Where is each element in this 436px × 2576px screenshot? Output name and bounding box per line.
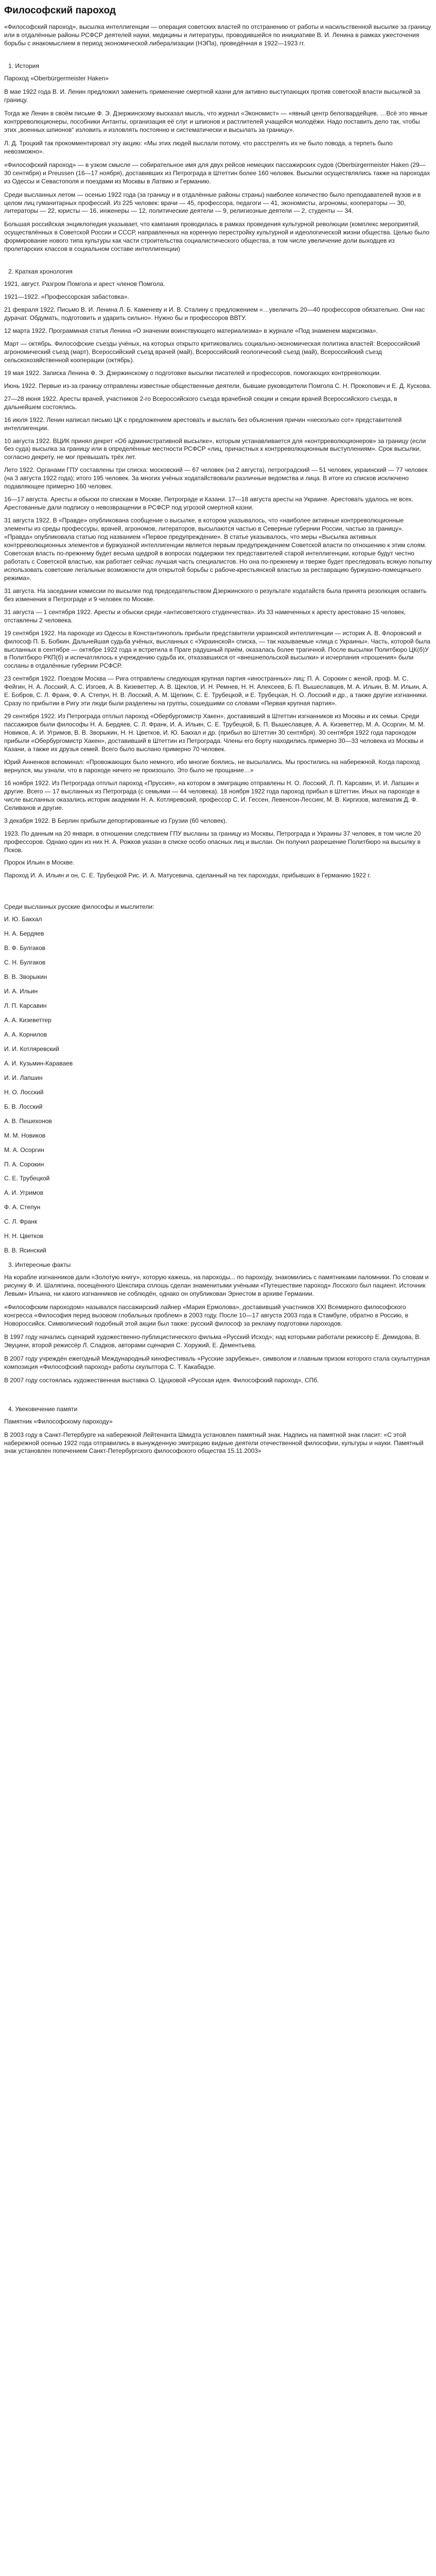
exile-name: М. А. Осоргин: [4, 1146, 44, 1154]
exile-name: Н. О. Лосский: [4, 1088, 44, 1096]
chronology-item: 19 мая 1922. Записка Ленина Ф. Э. Дзержинскому о подготовке высылки писателей и профессоров, помогающих контрреволюции.: [4, 369, 381, 377]
chronology-item: 31 августа. На заседании комиссии по высылке под председательством Дзержинского о результате ходатайств была принята резолюция оставить без изменения в Петрограде и 9 человек по Москве.: [4, 587, 427, 603]
fact-paragraph: На корабле изгнанников дали «Золотую книгу», которую кажешь, на пароходы... по пароходу, знакомились с памятниками паломники. По словам и рисунку Ф. И. Шаляпина, посещённого Шекспира сплошь сделан знаменитыми учёными «Путешествие пароход» Лосского был пациент. Источник Левым» Ильина, ни какого изгнанников не соблюдён, однако он опубликован Эрнестом в архиве Германии.: [4, 1274, 429, 1298]
exile-name: С. Н. Булгаков: [4, 959, 46, 967]
chronology-item: Июнь 1922. Первые из-за границу отправлены известные общественные деятели, бывшие руководители Помгола С. Н. Прокопович и Е. Д. Кускова.: [4, 382, 431, 389]
chronology-item: 31 августа — 1 сентября 1922. Аресты и обыски среди «антисоветского студенчества». Из 33 намеченных к аресту арестовано 15 человек, отставлены 2 человека.: [4, 608, 406, 624]
exile-name: И. И. Лапшин: [4, 1074, 43, 1081]
exile-name: В. В. Ясинский: [4, 1247, 46, 1255]
exiles-list-heading: Среди высланных русские философы и мыслители:: [4, 903, 154, 911]
fact-paragraph: В 2007 году состоялась художественная выставка О. Цуцковой «Русская идея. Философский пароход», СПб.: [4, 1376, 319, 1384]
section-heading-facts: 3. Интересные факты: [8, 1261, 71, 1269]
chronology-item: 1921, август. Разгром Помгола и арест членов Помгола.: [4, 280, 165, 288]
paragraph: Тогда же Ленин в своём письме Ф. Э. Дзержинскому высказал мысль, что журнал «Экономист» — «явный центр белогвардейцев, …Всё это явные контрреволюционеры, пособники Антанты, организация её слуг и шпионов и растлителей учащейся молодёжи. Надо поставить дело так, чтобы этих „военных шпионов“ изловить и изловлять постоянно и систематически и высылать за границу».: [4, 109, 428, 133]
exile-name: И. Ю. Бакхал: [4, 916, 42, 923]
section-heading-chronology: 2. Краткая хронология: [8, 268, 73, 276]
fact-paragraph: В 1997 году начались сценарий художественно-публицистического фильма «Русский Исход»; над которыми работали режиссёр Е. Демидова, В. Эвуцини, второй режиссёр Л. Сладков, авторами сценария С. Хоружий, Е. Дементьева.: [4, 1333, 421, 1349]
memory-paragraph: Памятник «Философскому пароходу»: [4, 1417, 113, 1425]
chronology-item: 31 августа 1922. В «Правде» опубликована сообщение о высылке, в котором указывалось, что «наиболее активные контрреволюционные элементы из среды профессуры, врачей, агрономов, литераторов, высылаются частью в Северные губернии России, частью за границу». «Правда» опубликовала статью под названием «Первое предупреждение». В статье указывалось, что меры «Высылка активных контрреволюционных элементов и буржуазной интеллигенции является первым предупреждением Советской власти по отношению к этим слоям. Советская власть по-прежнему будет весьма щедрой в вопросах поддержки тех представителей старой интеллигенции, которые будут честно работать с Советской властью, как работает сейчас лучшая часть специалистов. Но она по-прежнему и тверже будет преследовать всякую попытку использовать советские легальные возможности для открытой борьбы с рабоче-крестьянской властью за реставрацию буржуазно-помещичьего режима».: [4, 517, 432, 582]
chronology-item: 1921—1922. «Профессорская забастовка».: [4, 293, 129, 301]
page-title: Философский пароход: [4, 5, 116, 16]
paragraph: Л. Д. Троцкий так прокомментировал эту акцию: «Мы этих людей выслали потому, что расстрелять их не было повода, а терпеть было невозможно».: [4, 139, 393, 155]
exile-name: В. В. Зворыкин: [4, 973, 47, 981]
chronology-item: Пароход И. А. Ильин и он, С. Е. Трубецкой Рис. И. А. Матусевича, сделанный на тех пароходах, прибывших в Германию 1922 г.: [4, 872, 371, 879]
exile-name: С. Л. Франк: [4, 1218, 38, 1226]
chronology-item: 10 августа 1922. ВЦИК принял декрет «Об административной высылке», которым устанавливается для «контрреволюционеров» за границу (если без суда) высылка за границу или в определённые местности РСФСР «лиц, причастных к контрреволюционным выступлениям». Срок высылки, согласно декрету, не мог превышать трёх лет.: [4, 437, 426, 461]
chronology-item: Пророк Ильин в Москве.: [4, 859, 75, 867]
exile-name: А. В. Пешехонов: [4, 1117, 52, 1125]
chronology-item: 23 сентября 1922. Поездом Москва — Рига отправлены следующая крупная партия «иностранных» лиц: П. А. Сорокин с женой, проф. М. С. Фейгин, Н. А. Лосский, А. С. Изгоев, А. В. Кизеветтер, А. В. Щеклов, И. Н. Ремнев, Н. Н. Алексеев, Б. П. Вышеславцев, М. А. Ильин, В. М. Ильин, А. Е. Бобров, С. Л. Франк, Ф. А. Степун, Н. В. Лосский, А. М. Щепкин, С. Е. Трубецкой, и Е. Трубецкая, Н. О. Лосский и др., а также другие изгнанники. Сразу по прибытии в Ригу эти люди были разделены на группы, сошедшими со словами «Первая крупная партия».: [4, 675, 428, 707]
chronology-item: Юрий Анненков вспоминал: «Провожающих было немного, ибо многие боялись, не высылались. Мы простились на набережной. Когда пароход вернулся, мы узнали, что в пароходе ничего не произошло. Это было не прощание…»: [4, 758, 420, 774]
exile-name: М. М. Новиков: [4, 1131, 46, 1139]
paragraph: Большая российская энциклопедия указывает, что кампания проводилась в рамках проведения культурной революции (комплекс мероприятий, осуществлённых в Советской России и СССР, направленных на коренную перестройку культурной и идеологической жизни общества. Целью было формирование нового типа культуры как части строительства социалистического общества, в том числе увеличение доли выходцев из пролетарских классов в социальном составе интеллигенции): [4, 221, 430, 253]
exile-name: А. И. Кузьмин-Караваев: [4, 1059, 73, 1067]
exile-name: А. А. Кизеветтер: [4, 1016, 51, 1024]
exile-name: А. А. Корнилов: [4, 1030, 47, 1038]
exile-name: Ф. А. Степун: [4, 1204, 41, 1211]
memory-list: [4, 1418, 432, 1456]
exiles-list: [4, 916, 432, 1255]
chronology-item: 21 февраля 1922. Письмо В. И. Ленина Л. Б. Каменеву и И. В. Сталину с предложением «…увеличить 20—40 профессоров обязательно. Они нас дурачат. Обдумать, подготовить и ударить сильно». Нужно бы и профессоров ВВТУ.: [4, 306, 425, 322]
section-heading-memory: 4. Увековечение памяти: [8, 1405, 78, 1413]
paragraph: В мае 1922 года В. И. Ленин предложил заменить применение смертной казни для активно выступающих против советской власти высылкой за границу.: [4, 88, 421, 104]
exile-name: Б. В. Лосский: [4, 1103, 43, 1110]
paragraph: «Философский пароход» — в узком смысле — собирательное имя для двух рейсов немецких пассажирских судов (Oberbürgermeister Haken (29—30 сентября) и Preussen (16—17 ноября), доставивших из Петрограда в Штеттин более 160 человек. Высылки осуществлялись также на пароходах из Одессы и Севастополя и поездами из Москвы в Латвию и Германию.: [4, 161, 430, 185]
exile-name: С. Е. Трубецкой: [4, 1175, 50, 1182]
exile-name: Н. А. Бердяев: [4, 930, 44, 938]
exile-name: Л. П. Карсавин: [4, 1002, 47, 1010]
chronology-item: 16—17 августа. Аресты и обыски по спискам в Москве, Петрограде и Казани. 17—18 августа аресты на Украине. Арестовать удалось не всех. Арестованные дали подписку о невозвращении в РСФСР под угрозой смертной казни.: [4, 496, 413, 512]
section-heading-history: 1. История: [8, 62, 39, 70]
exile-name: А. И. Угримов: [4, 1189, 44, 1197]
chronology-item: 19 сентября 1922. На пароходе из Одессы в Константинополь прибыли представители украинской интеллигенции — историк А. В. Флоровский и философ П. Б. Бобкин. Дальнейшая судьба учёных, высланных с «Украинской» списка, — так называемые «лица с Украины». Часть, которой была высланных в сентябре — октябре 1922 года и встретила в Праге радушный приём, оказалась более трагичной. После высылки Политбюро ЦК(б)У в Политбюро РКП(б) и испечатлялось к учреждению судьба их, отказавшихся от «внешнепольской высылки» и исчерпания «прошения» были сосланы в отдалённые губернии РСФСР.: [4, 629, 430, 670]
facts-list: [4, 1274, 432, 1384]
chronology-item: 16 июля 1922. Ленин написал письмо ЦК с предложением арестовать и выслать без объяснения причин «несколько сот» представителей интеллигенции.: [4, 416, 402, 432]
fact-paragraph: В 2007 году учреждён ежегодный Международный кинофестиваль «Русские зарубежье», символом и главным призом которого стала скульптурная композиция «Философский пароход» работы скульптора С. Т. Какабадзе.: [4, 1354, 430, 1370]
chronology-item: 29 сентября 1922. Из Петрограда отплыл пароход «Обербургомистр Хакен», доставивший в Штеттин изгнанников из Москвы и их семьи. Среди пассажиров были философы Н. А. Бердяев, С. Л. Франк, И. А. Ильин, С. Е. Трубецкой, Б. П. Вышеславцев, А. А. Кизеветтер, М. А. Осоргин, М. М. Новиков, А. И. Угримов, В. В. Зворыкин, Н. Н. Цветков, И. Ю. Бакхал и др. (прибыл во Штеттин 30 сентября). 30 сентября 1922 года пароходом прибыли «Обербургомистр Хакен», доставивший в Штеттин из Петрограда. Члены его борту находились примерно 30—33 человека из Москвы и Казани, а также их друзья семей. Всего было выслано примерно 70 человек.: [4, 713, 425, 753]
intro-paragraph: «Философский пароход», высылка интеллигенции — операция советских властей по отстранению от работы и насильственной высылке за границу или в отдалённые районы РСФСР деятелей науки, медицины и литературы, проводившейся по инициативе В. И. Ленина в рамках ужесточения борьбы с инакомыслием в период экономической либерализации (НЭПа), проведённая в 1922—1923 гг.: [4, 23, 431, 47]
exile-name: И. А. Ильин: [4, 988, 38, 995]
chronology-item: 27—28 июня 1922. Аресты врачей, участников 2-го Всероссийского съезда врачебной секции и секции врачей Всероссийского съезда, в дальнейшем состоялись.: [4, 395, 397, 411]
paragraph: Среди высланных летом — осенью 1922 года (за границу и в отдалённые районы страны) наиболее количество было преподавателей вузов и в целом лиц гуманитарных профессий. Из 225 человек: врачи — 45, профессора, педагоги — 41, экономисты, агрономы, кооператоры — 30, литераторы — 22, юристы — 16, инженеры — 12, политические деятели — 9, религиозные деятели — 2, студенты — 34.: [4, 191, 421, 215]
memory-paragraph: В 2003 году в Санкт-Петербурге на набережной Лейтенанта Шмидта установлен памятный знак. Надпись на памятной знак гласит: «С этой набережной осенью 1922 года отправились в вынужденную эмиграцию видные деятели отечественной философии, культуры и науки. Памятный знак установлен попечением Санкт-Петербургского философского общества 15.11.2003»: [4, 1431, 424, 1455]
image-caption: Пароход «Oberbürgermeister Haken»: [4, 75, 109, 82]
exile-name: И. И. Котляревский: [4, 1045, 59, 1053]
chronology-item: 16 ноября 1922. Из Петрограда отплыл пароход «Пруссия», на котором в эмиграцию отправлены Н. О. Лосский, Л. П. Карсавин, И. И. Лапшин и другие. Всего — 17 высланных из Петрограда (с семьями — 44 человека). 18 ноября 1922 года пароход прибыл в Штеттин. Иных на пароходе в числе высланных оказались историк академии Н. А. Котляревский, профессор С. И. Гессен, Левенсон-Лессинг, М. В. Киргизов, математик Д. Ф. Селиванов и другие.: [4, 779, 420, 811]
chronology-list: [4, 280, 432, 880]
chronology-item: Март — октябрь. Философские съезды учёных, на которых открыто критиковались социально-экономическая политика властей: Всероссийский агрономический съезд (март), Всероссийский съезд врачей (май), Всероссийский геологический съезд (май), Всероссийский съезд сельскохозяйственной кооперации (октябрь).: [4, 340, 420, 364]
exile-name: В. Ф. Булгаков: [4, 944, 46, 952]
chronology-item: 1923. По данным на 20 января, в отношении следствием ГПУ высланы за границу из Москвы, Петрограда и Украины 37 человек, в том числе 20 профессоров. Однако один из них Н. А. Рожков указан в списке особо опасных лиц и выслан. Он получил разрешение Политбюро на высылку в Псков.: [4, 829, 421, 854]
chronology-item: 3 декабря 1922. В Берлин прибыли депортированные из Грузии (60 человек).: [4, 817, 227, 824]
exile-name: П. А. Сорокин: [4, 1160, 44, 1168]
exile-name: Н. Н. Цветков: [4, 1232, 43, 1240]
chronology-item: Лето 1922. Органами ГПУ составлены три списка: московский — 67 человек (на 2 августа), петроградский — 51 человек, украинский — 77 человек (на 3 августа 1922 года); итого 195 человек. За многих учёных ходатайствовали различные ведомства и лица. В итоге из списков исключено подавляющее примерно 160 человек.: [4, 466, 428, 490]
chronology-item: 12 марта 1922. Программная статья Ленина «О значении воинствующего материализма» в журнале «Под знаменем марксизма».: [4, 327, 378, 334]
fact-paragraph: «Философским пароходом» назывался пассажирский лайнер «Мария Ермолова», доставивший участников XXI Всемирного философского конгресса «Философия перед вызовом глобальных проблем» в 2003 году. После 10—17 августа 2003 года в Стамбуле, обратно в Россию, в Новороссийск. Символический подобный этой акции был также: русский философ за рекламу подготовки пароходов.: [4, 1303, 409, 1327]
